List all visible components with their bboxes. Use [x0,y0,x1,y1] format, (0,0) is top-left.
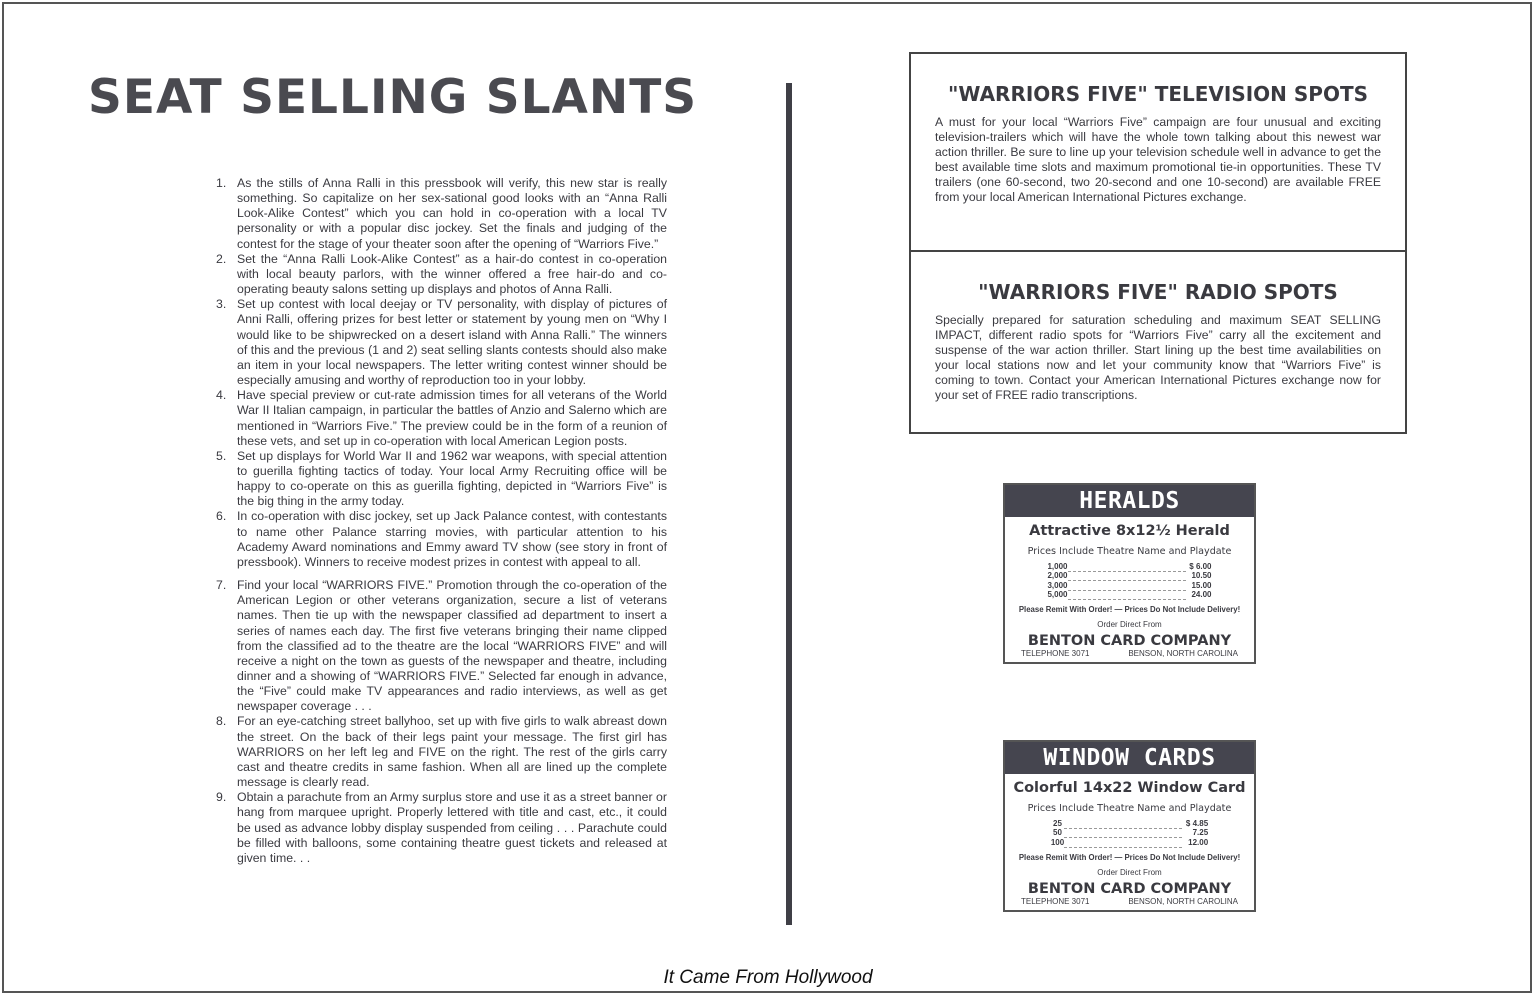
remit-note: Please Remit With Order! — Prices Do Not Include Delivery! [1018,605,1241,615]
price: 15.00 [1191,580,1212,590]
quantity: 2,000 [1047,571,1068,581]
quantity: 100 [1050,837,1065,847]
ad-header: WINDOW CARDS [1005,742,1254,774]
price-row [1047,571,1211,580]
slant-item [216,578,667,714]
slant-item [216,252,667,297]
item-text: Set the “Anna Ralli Look-Alike Contest” as a hair-do contest in co-operation with local beauty parlors, with the winner offered a free hair-do and co-operating beauty salons setting up displays and photos of Anna Ralli. [237,251,667,297]
page-title: SEAT SELLING SLANTS [88,70,698,125]
item-text: For an eye-catching street ballyhoo, set up with five girls to walk abreast down the street. On the back of their legs paint your message. The first girl has WARRIORS on her left leg and FIVE on the right. The rest of the girls carry cast and theatre credits in same fashion. When all are lined up the complete message is clearly read. [237,714,667,790]
item-text: Find your local “WARRIORS FIVE.” Promotion through the co-operation of the American Legion or other veterans organization, secure a list of veterans names. Then tie up with the newspaper classified ad department to insert a series of names each day. The first five veterans bringing their name clipped from the classified ad to the theatre are the local “WARRIORS FIVE” and will receive a night on the town as guests of the newspaper and theatre, including dinner and a showing of “WARRIORS FIVE.” Selected far enough in advance, the “Five” could make TV appearances and radio interviews, as well as get newspaper coverage . . . [237,578,667,714]
slant-item [216,388,667,449]
item-text: Obtain a parachute from an Army surplus store and use it as a street banner or hang from marquee upright. Properly lettered with title and cast, etc., it could be used as advance lobby display suspended from ceiling . . . Parachute could be filled with balloons, some containing theatre guest tickets and released at given time. . . [237,790,667,865]
quantity: 50 [1053,828,1062,838]
item-text: In co-operation with disc jockey, set up Jack Palance contest, with contestants to name other Palance starring movies, with particular attention to his Academy Award nominations and Emmy award TV show (see story in front of pressbook). Winners to receive modest prizes in contest with appeal to all. [237,509,667,569]
radio-spots-box [909,250,1407,434]
tv-spots-text: A must for your local “Warriors Five” campaign are four unusual and exciting television-trailers which will have the whole town talking about this newest war action thriller. Be sure to line up your television schedule well in advance to get the best available time slots and maximum promotional tie-in opportunities. These TV trailers (one 60-second, two 20-second and one 10-second) are available FREE from your local American International Pictures exchange. [935,115,1381,205]
quantity: 25 [1053,819,1062,828]
slant-item [216,297,667,388]
ad-includes: Prices Include Theatre Name and Playdate [1027,803,1232,814]
quantity: 5,000 [1047,590,1068,600]
item-number: 1. [216,176,227,190]
order-note: Order Direct From [1097,867,1162,877]
quantity: 1,000 [1047,562,1068,571]
window-cards-ad [1003,740,1256,912]
ad-subtitle: Attractive 8x12½ Herald [1029,523,1230,539]
slant-item [216,449,667,510]
location: BENSON, NORTH CAROLINA [1128,896,1238,906]
price-row [1051,838,1208,847]
price: 24.00 [1191,590,1212,600]
column-divider [786,83,792,925]
tv-spots-box [909,52,1407,252]
price: 12.00 [1188,837,1209,847]
slant-item [216,176,667,252]
remit-note: Please Remit With Order! — Prices Do Not Include Delivery! [1018,852,1241,862]
price: 7.25 [1192,828,1209,838]
radio-spots-heading: "WARRIORS FIVE" RADIO SPOTS [978,280,1338,304]
heralds-ad [1003,483,1256,664]
quantity: 3,000 [1047,580,1068,590]
item-text: Set up contest with local deejay or TV personality, with display of pictures of Anni Ralli, offering prizes for best letter or statement by young men on “Why I would like to be shipwrecked on a desert island with Anna Ralli.” The winners of this and the previous (1 and 2) seat selling slants contests should also make an item in your local newspapers. The letter writing contest winner should be especially amusing and worthy of reproduction too in your lobby. [237,297,667,388]
company-name: BENTON CARD COMPANY [1027,880,1232,897]
ad-includes: Prices Include Theatre Name and Playdate [1027,546,1232,557]
item-text: Set up displays for World War II and 1962 war weapons, with special attention to guerilla fighting tactics of today. Your local Army Recruiting office will be happy to co-operate on this as guerilla fighting, depicted in “Warriors Five” is the big thing in the army today. [237,448,667,509]
item-number: 5. [216,448,227,463]
item-text: Have special preview or cut-rate admission times for all veterans of the World War II Italian campaign, in particular the battles of Anzio and Salerno which are mentioned in “Warriors Five.” The preview could be in the form of a reunion of these vets, and set up in co-operation with local American Legion posts. [237,388,667,448]
price: $ 4.85 [1185,819,1209,828]
location: BENSON, NORTH CAROLINA [1128,649,1238,659]
item-number: 7. [216,578,227,593]
item-number: 6. [216,509,227,524]
price: 10.50 [1191,571,1212,581]
price-row [1051,828,1208,837]
slant-item [216,509,667,570]
item-number: 4. [216,388,227,403]
order-note: Order Direct From [1097,620,1162,630]
slant-item [216,714,667,790]
slants-list [216,176,667,866]
item-number: 3. [216,297,227,312]
item-number: 9. [216,790,227,805]
item-number: 2. [216,251,227,266]
item-text: As the stills of Anna Ralli in this pressbook will verify, this new star is really something. So capitalize on her sex-sational good looks with an “Anna Ralli Look-Alike Contest” which you can hold in co-operation with a local TV personality or with a popular disc jockey. Set the finals and judging of the contest for the stage of your theater soon after the opening of “Warriors Five.” [237,176,667,251]
company-name: BENTON CARD COMPANY [1027,633,1232,650]
item-number: 8. [216,714,227,729]
ad-header: HERALDS [1005,485,1254,517]
slant-item [216,790,667,866]
price-row [1051,819,1208,828]
ad-subtitle: Colorful 14x22 Window Card [1013,780,1246,796]
price-row [1047,590,1211,599]
price-table [1047,562,1211,600]
phone: TELEPHONE 3071 [1021,649,1090,659]
phone: TELEPHONE 3071 [1021,896,1090,906]
tv-spots-heading: "WARRIORS FIVE" TELEVISION SPOTS [948,82,1368,106]
price-table [1051,819,1208,848]
price-row [1047,581,1211,590]
credit-caption: It Came From Hollywood [663,967,873,988]
price-row [1047,562,1211,571]
price: $ 6.00 [1189,562,1212,571]
radio-spots-text: Specially prepared for saturation scheduling and maximum SEAT SELLING IMPACT, different radio spots for “Warriors Five” carry all the excitement and suspense of the war action thriller. Start lining up the best time availabilities on your local stations now and let your community know that “Warriors Five” is coming to town. Contact your American International Pictures exchange now for your set of FREE radio transcriptions. [935,313,1381,403]
